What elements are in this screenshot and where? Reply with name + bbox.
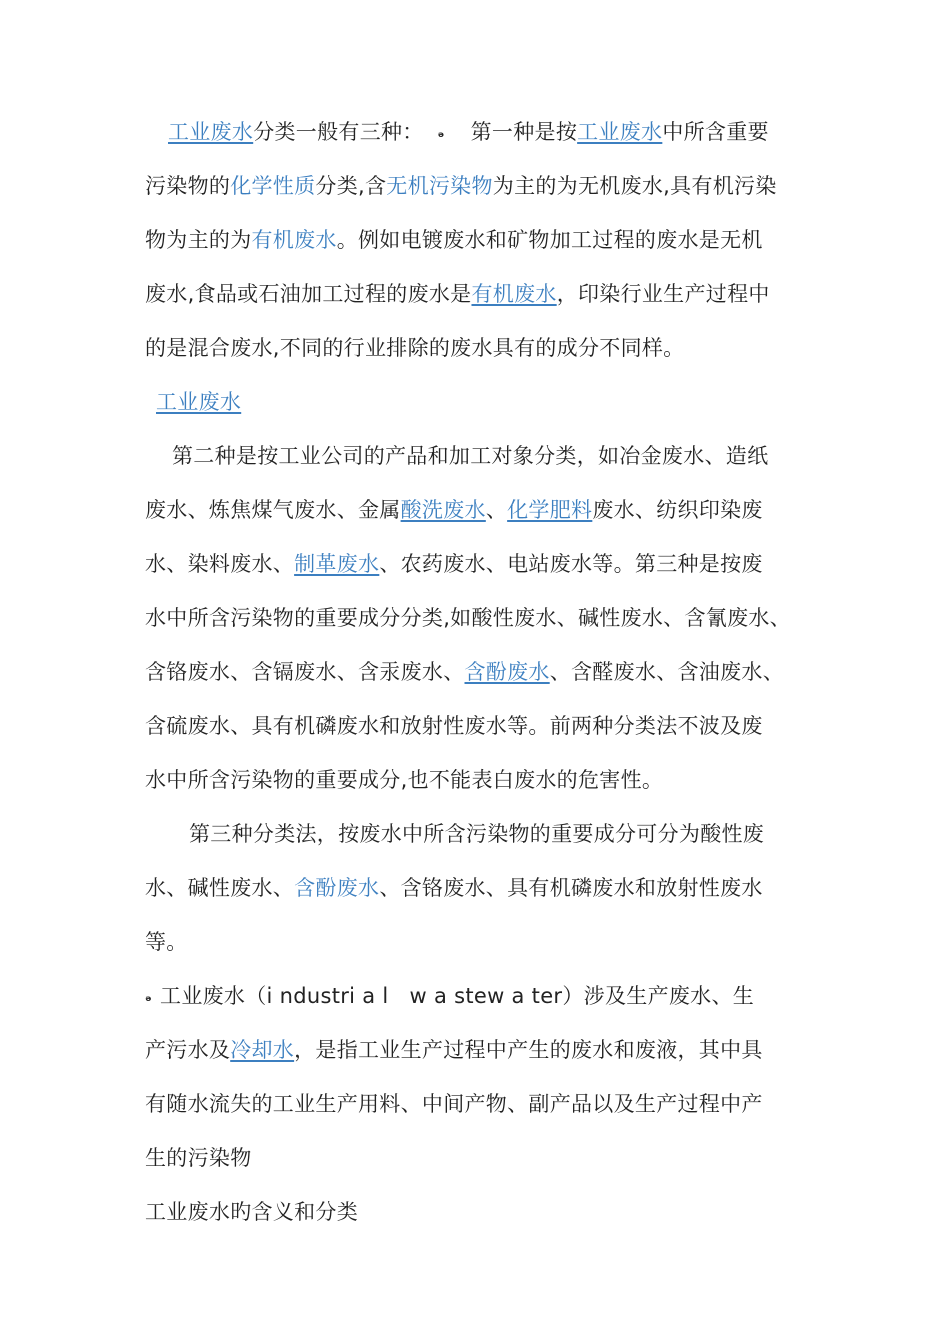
para1-text: 物为主的为 xyxy=(145,228,252,252)
para1-line4 xyxy=(145,279,770,309)
para3-line1 xyxy=(189,819,764,849)
para1-text: 分类,含 xyxy=(315,174,387,198)
link-industrial-wastewater-1[interactable]: 工业废水 xyxy=(168,120,254,144)
para2-text: 水中所含污染物的重要成分分类,如酸性废水、碱性废水、含氰废水、 xyxy=(145,606,791,630)
para4-text: 产污水及 xyxy=(145,1038,231,1062)
para4-line3 xyxy=(145,1089,763,1119)
para4-text: 工业废水（ xyxy=(160,984,267,1008)
link-tannery-wastewater[interactable]: 制革废水 xyxy=(294,552,380,576)
link-organic-wastewater-2[interactable]: 有机废水 xyxy=(471,282,557,306)
para1-text: 污染物的 xyxy=(145,174,231,198)
para4-line1 xyxy=(145,981,754,1012)
para4-text: ，是指工业生产过程中产生的废水和废液，其中具 xyxy=(294,1038,763,1062)
link-phenol-wastewater-2[interactable]: 含酚废水 xyxy=(294,876,380,900)
link-organic-wastewater-1[interactable]: 有机废水 xyxy=(251,228,337,252)
para2-line5 xyxy=(145,657,784,687)
para2-text: 废水、纺织印染废 xyxy=(592,498,763,522)
para4-text: 生的污染物 xyxy=(145,1146,252,1170)
link-industrial-wastewater-2[interactable]: 工业废水 xyxy=(577,120,663,144)
para3-text: 水、碱性废水、 xyxy=(145,876,295,900)
para1-text: 废水,食品或石油加工过程的废水是 xyxy=(145,282,472,306)
para2-text: 、含醛废水、含油废水、 xyxy=(549,660,785,684)
para1-line5 xyxy=(145,333,684,363)
para4-text: 有随水流失的工业生产用料、中间产物、副产品以及生产过程中产 xyxy=(145,1092,763,1116)
para2-text: 、 xyxy=(485,498,508,522)
para4-line2 xyxy=(145,1035,763,1065)
para2-text: 、农药废水、电站废水等。第三种是按废 xyxy=(379,552,763,576)
para2-line1 xyxy=(172,441,768,471)
para3-text: 等。 xyxy=(145,930,188,954)
para3-text: 、含铬废水、具有机磷废水和放射性废水 xyxy=(379,876,763,900)
link-industrial-wastewater-3[interactable]: 工业废水 xyxy=(156,390,242,414)
para2-text: 含铬废水、含镉废水、含汞废水、 xyxy=(145,660,465,684)
para2-text: 水、染料废水、 xyxy=(145,552,295,576)
para4-english-term: i ndustri a l w a stew a ter xyxy=(266,984,563,1008)
bullet-icon: ₔ xyxy=(437,125,445,141)
link-cooling-water[interactable]: 冷却水 xyxy=(230,1038,295,1062)
section-heading xyxy=(145,1197,358,1227)
para2-line3 xyxy=(145,549,763,579)
para3-line2 xyxy=(145,873,763,903)
link-inorganic-pollutant[interactable]: 无机污染物 xyxy=(386,174,493,198)
para1-line3 xyxy=(145,225,763,255)
para1-line2 xyxy=(145,171,777,201)
link-chemical-property[interactable]: 化学性质 xyxy=(230,174,316,198)
para3-line3 xyxy=(145,927,188,957)
para1-text: ，印染行业生产过程中 xyxy=(556,282,770,306)
heading-text: 工业废水旳含义和分类 xyxy=(145,1200,358,1224)
para1-text: 的是混合废水,不同的行业排除的废水具有的成分不同样。 xyxy=(145,336,685,360)
link-phenol-wastewater-1[interactable]: 含酚废水 xyxy=(464,660,550,684)
link-chemical-fertilizer[interactable]: 化学肥料 xyxy=(507,498,593,522)
para2-text: 含硫废水、具有机磷废水和放射性废水等。前两种分类法不波及废 xyxy=(145,714,763,738)
bullet-icon: ₔ xyxy=(145,989,153,1005)
para4-line4 xyxy=(145,1143,252,1173)
para2-line2 xyxy=(145,495,763,525)
para2-line7 xyxy=(145,765,663,795)
para2-text: 废水、炼焦煤气废水、金属 xyxy=(145,498,401,522)
link-pickling-wastewater[interactable]: 酸洗废水 xyxy=(400,498,486,522)
para1-line1 xyxy=(168,117,769,148)
para2-line6 xyxy=(145,711,763,741)
para1-text: 分类一般有三种： xyxy=(253,120,424,144)
para2-text: 第二种是按工业公司的产品和加工对象分类，如冶金废水、造纸 xyxy=(172,444,769,468)
standalone-link-line xyxy=(156,387,241,417)
para1-text: 。例如电镀废水和矿物加工过程的废水是无机 xyxy=(336,228,763,252)
para1-text: 中所含重要 xyxy=(662,120,769,144)
para1-text: 为主的为无机废水,具有机污染 xyxy=(492,174,777,198)
para3-text: 第三种分类法，按废水中所含污染物的重要成分可分为酸性废 xyxy=(189,822,765,846)
para2-text: 水中所含污染物的重要成分,也不能表白废水的危害性。 xyxy=(145,768,664,792)
para1-text: 第一种是按 xyxy=(470,120,578,144)
para2-line4 xyxy=(145,603,791,633)
para4-text: ）涉及生产废水、生 xyxy=(562,984,755,1008)
